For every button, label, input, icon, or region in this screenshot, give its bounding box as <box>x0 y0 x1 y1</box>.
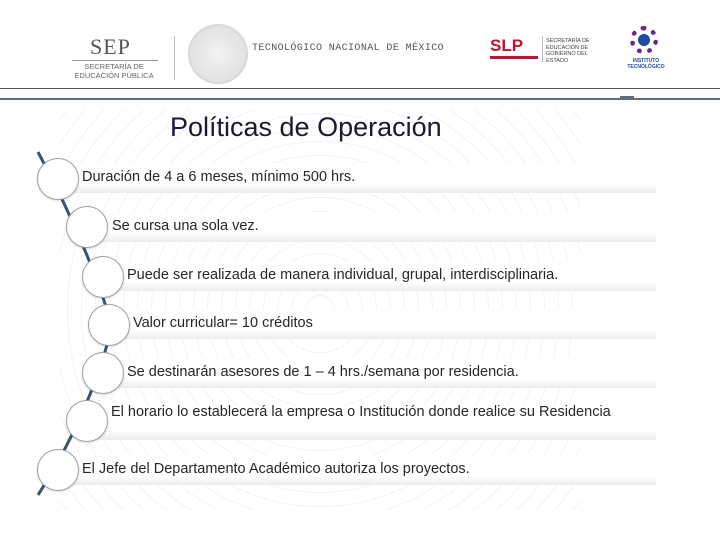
bullet-circle-icon <box>82 352 124 394</box>
sep-logo-subtitle-line1: SECRETARÍA DE <box>84 62 144 71</box>
header-divider <box>174 36 175 80</box>
item-text: Se destinarán asesores de 1 – 4 hrs./semana por residencia. <box>127 364 519 380</box>
iti-logo-text: INSTITUTO TECNOLÓGICO <box>627 58 665 70</box>
item-text: El Jefe del Departamento Académico autoriza los proyectos. <box>82 461 470 477</box>
item-text: Duración de 4 a 6 meses, mínimo 500 hrs. <box>82 169 356 185</box>
slp-logo <box>490 34 610 64</box>
bullet-circle-icon <box>88 304 130 346</box>
sep-logo-word: SEP <box>90 34 131 59</box>
national-seal-icon <box>188 24 248 84</box>
slp-logo-divider <box>542 36 543 62</box>
bullet-circle-icon <box>37 158 79 200</box>
bullet-circle-icon <box>37 449 79 491</box>
header-rule-accent <box>620 96 634 98</box>
item-text: Puede ser realizada de manera individual, grupal, interdisciplinaria. <box>127 267 559 283</box>
iti-logo <box>622 24 670 72</box>
tecnm-label: TECNOLÓGICO NACIONAL DE MÉXICO <box>252 43 445 54</box>
bullet-circle-icon <box>66 206 108 248</box>
item-text: El horario lo establecerá la empresa o Institución donde realice su Residencia <box>111 404 611 420</box>
item-text: Valor curricular= 10 créditos <box>133 315 313 331</box>
gear-core-icon <box>638 34 650 46</box>
slp-logo-underline <box>490 56 538 59</box>
header-rule-thin <box>0 88 720 89</box>
item-text: Se cursa una sola vez. <box>112 218 259 234</box>
slp-logo-mark: SLP <box>490 36 524 55</box>
sep-logo-subtitle <box>66 62 162 80</box>
header-banner <box>0 0 720 100</box>
sep-logo-rule <box>72 60 158 61</box>
sep-logo <box>58 28 168 82</box>
slp-logo-text: SECRETARÍA DE EDUCACIÓN DE GOBIERNO DEL ESTADO <box>546 38 590 64</box>
header-rule-thick <box>0 98 720 100</box>
bullet-circle-icon <box>66 400 108 442</box>
page-title: Políticas de Operación <box>170 112 442 142</box>
bullet-circle-icon <box>82 256 124 298</box>
sep-logo-subtitle-line2: EDUCACIÓN PÚBLICA <box>74 71 154 80</box>
